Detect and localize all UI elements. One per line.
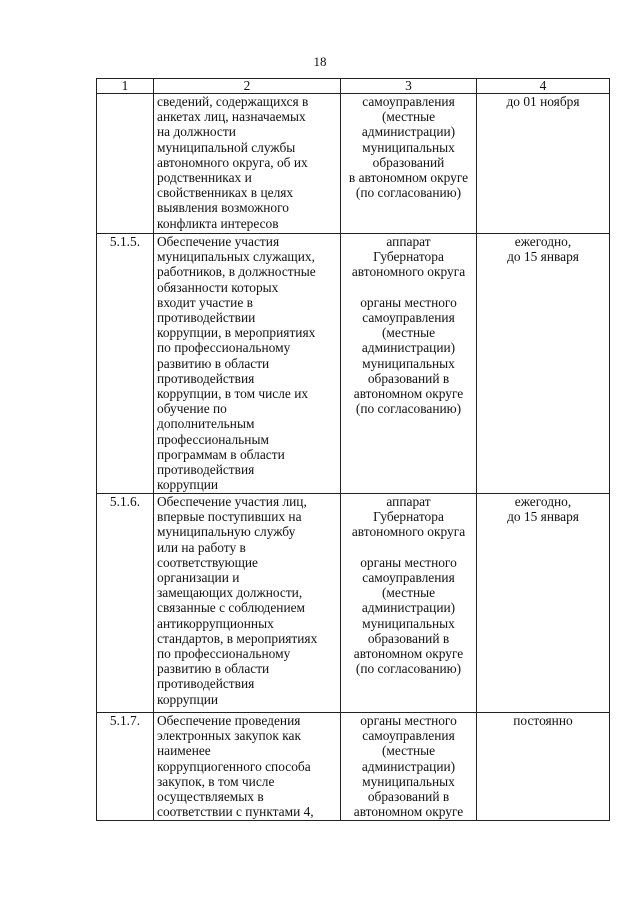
- responsible-executors: аппарат Губернатора автономного округа органы местного самоуправления (местные администрации) муниципальных образований в автономном округе (по согласованию): [341, 494, 477, 713]
- measure-description: сведений, содержащихся в анкетах лиц, назначаемых на должности муниципальной службы автономного округа, об их родственниках и свойственниках в целях выявления возможного конфликта интересов: [154, 94, 341, 234]
- measure-description: Обеспечение участия лиц, впервые поступивших на муниципальную службу или на работу в соответствующие организации и замещающих должности, связанные с соблюдением антикоррупционных стандартов, в мероприятиях по профессиональному развитию в области противодействия коррупции: [154, 494, 341, 713]
- responsible-executors: аппарат Губернатора автономного округа органы местного самоуправления (местные администрации) муниципальных образований в автономном округе (по согласованию): [341, 234, 477, 494]
- table-row-5-1-6: [97, 494, 610, 713]
- row-number: [97, 94, 154, 234]
- responsible-executors: самоуправления (местные администрации) муниципальных образований в автономном округе (по согласованию): [341, 94, 477, 234]
- measure-description: Обеспечение проведения электронных закупок как наименее коррупциогенного способа закупок, в том числе осуществляемых в соответствии с пунктами 4,: [154, 713, 341, 821]
- table-row-continuation: [97, 94, 610, 234]
- row-number: 5.1.5.: [97, 234, 154, 494]
- table-header-row: [97, 79, 610, 94]
- table-row-5-1-5: [97, 234, 610, 494]
- column-header-1: 1: [97, 79, 154, 94]
- deadline: постоянно: [477, 713, 610, 821]
- table-row-5-1-7: [97, 713, 610, 821]
- column-header-2: 2: [154, 79, 341, 94]
- deadline: ежегодно, до 15 января: [477, 494, 610, 713]
- measure-description: Обеспечение участия муниципальных служащих, работников, в должностные обязанности которых входит участие в противодействии коррупции, в мероприятиях по профессиональному развитию в области противодействия коррупции, в том числе их обучение по дополнительным профессиональным программам в области противодействия коррупции: [154, 234, 341, 494]
- column-header-3: 3: [341, 79, 477, 94]
- deadline: ежегодно, до 15 января: [477, 234, 610, 494]
- row-number: 5.1.7.: [97, 713, 154, 821]
- row-number: 5.1.6.: [97, 494, 154, 713]
- responsible-executors: органы местного самоуправления (местные администрации) муниципальных образований в автономном округе: [341, 713, 477, 821]
- deadline: до 01 ноября: [477, 94, 610, 234]
- measures-table: [96, 78, 610, 821]
- page-number: 18: [313, 54, 327, 69]
- column-header-4: 4: [477, 79, 610, 94]
